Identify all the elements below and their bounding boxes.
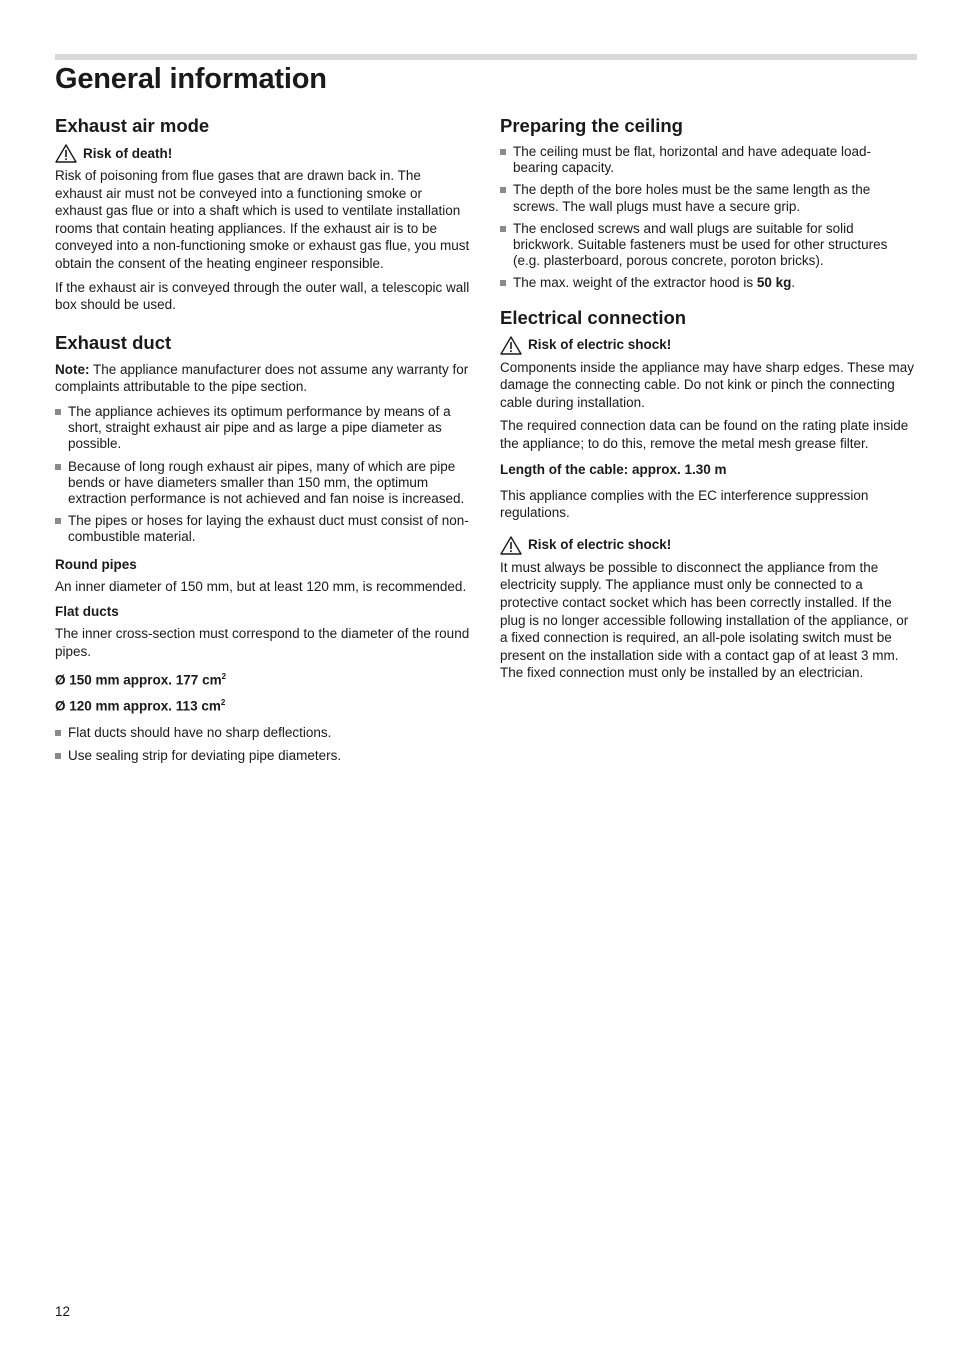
- list-item: Use sealing strip for deviating pipe diameters.: [55, 748, 470, 764]
- paragraph: This appliance complies with the EC interference suppression regulations.: [500, 487, 869, 521]
- electric-shock-warning: [500, 336, 916, 355]
- paragraph: Risk of poisoning from flue gases that are drawn back in. The exhaust air must not be conveyed into a functioning smoke or exhaust gas flue or into a shaft which is used to ventilate installation rooms that contain heating appliances. If the exhaust air is to be conveyed into a non-functioning smoke or exhaust gas flue, you must obtain the consent of the heating engineer responsible.: [55, 168, 470, 271]
- bullet-square-icon: [500, 187, 506, 193]
- flat-ducts-heading: Flat ducts: [55, 604, 119, 620]
- cable-length: Length of the cable: approx. 1.30 m: [500, 461, 727, 477]
- bullet-list: [55, 725, 470, 763]
- bullet-list: [500, 144, 916, 292]
- paragraph: It must always be possible to disconnect the appliance from the electricity supply. The appliance must only be connected to a protective contact socket which has been correctly installed. If the plug is no longer accessible following installation of the appliance, or a fixed connection is required, an all-pole isolating switch must be present on the installation side with a contact gap of at least 3 mm. The fixed connection must only be installed by an electrician.: [500, 559, 909, 681]
- right-column: [500, 114, 916, 688]
- exhaust-air-mode-heading: Exhaust air mode: [55, 115, 210, 136]
- left-column: [55, 114, 470, 770]
- bullet-square-icon: [55, 518, 61, 524]
- paragraph: An inner diameter of 150 mm, but at least 120 mm, is recommended.: [55, 578, 467, 594]
- bullet-square-icon: [55, 753, 61, 759]
- list-item: The max. weight of the extractor hood is 50 kg.: [500, 275, 916, 291]
- bullet-square-icon: [55, 464, 61, 470]
- bullet-square-icon: [55, 730, 61, 736]
- bullet-square-icon: [500, 226, 506, 232]
- electrical-connection-heading: Electrical connection: [500, 306, 687, 328]
- note-text: The appliance manufacturer does not assume any warranty for complaints attributable to the pipe section.: [55, 361, 469, 395]
- paragraph: The required connection data can be found on the rating plate inside the appliance; to do this, remove the metal mesh grease filter.: [500, 418, 909, 451]
- preparing-ceiling-section: [500, 114, 916, 292]
- bullet-list: [55, 404, 470, 546]
- warning-label: Risk of electric shock!: [528, 537, 672, 553]
- exhaust-duct-heading: Exhaust duct: [55, 331, 172, 353]
- list-item: The pipes or hoses for laying the exhaust duct must consist of non-combustible material.: [55, 513, 470, 545]
- spec-150mm: Ø 150 mm approx. 177 $cm^2$: [55, 672, 227, 688]
- page-number: 12: [55, 1304, 71, 1319]
- list-item: Flat ducts should have no sharp deflections.: [55, 725, 470, 741]
- bullet-square-icon: [500, 280, 506, 286]
- exhaust-duct-section: [55, 331, 470, 764]
- paragraph: The inner cross-section must correspond to the diameter of the round pipes.: [55, 626, 470, 659]
- page-title: General information: [55, 63, 327, 95]
- round-pipes-heading: Round pipes: [55, 556, 137, 572]
- max-weight-value: 50 kg: [756, 275, 792, 291]
- warning-label: Risk of electric shock!: [528, 337, 672, 353]
- note-label: Note:: [55, 361, 90, 377]
- list-item: The depth of the bore holes must be the same length as the screws. The wall plugs must have a secure grip.: [500, 182, 916, 214]
- warning-triangle-icon: [500, 536, 522, 555]
- electric-shock-warning: [500, 536, 916, 555]
- list-item: Because of long rough exhaust air pipes, many of which are pipe bends or have diameters smaller than 150 mm, the optimum extraction performance is not achieved and fan noise is increased.: [55, 459, 470, 508]
- bullet-square-icon: [55, 409, 61, 415]
- bullet-square-icon: [500, 149, 506, 155]
- paragraph: If the exhaust air is conveyed through the outer wall, a telescopic wall box should be used.: [55, 279, 470, 313]
- note-paragraph: [55, 361, 470, 396]
- risk-of-death-warning: [55, 144, 470, 163]
- warning-label: Risk of death!: [83, 145, 173, 161]
- spec-120mm: Ø 120 mm approx. 113 $cm^2$: [55, 697, 226, 714]
- list-item: The ceiling must be flat, horizontal and have adequate load-bearing capacity.: [500, 144, 916, 176]
- paragraph: Components inside the appliance may have sharp edges. These may damage the connecting cable. Do not kink or pinch the connecting cable during installation.: [500, 359, 914, 410]
- list-item: The appliance achieves its optimum performance by means of a short, straight exhaust air pipe and as large a pipe diameter as possible.: [55, 404, 470, 453]
- electrical-connection-section: [500, 306, 916, 682]
- warning-triangle-icon: [55, 144, 77, 163]
- warning-triangle-icon: [500, 336, 522, 355]
- exhaust-air-mode-section: [55, 114, 470, 314]
- preparing-ceiling-heading: Preparing the ceiling: [500, 115, 683, 136]
- list-item: The enclosed screws and wall plugs are suitable for solid brickwork. Suitable fasteners must be used for other structures (e.g. plasterboard, porous concrete, poroton bricks).: [500, 221, 916, 270]
